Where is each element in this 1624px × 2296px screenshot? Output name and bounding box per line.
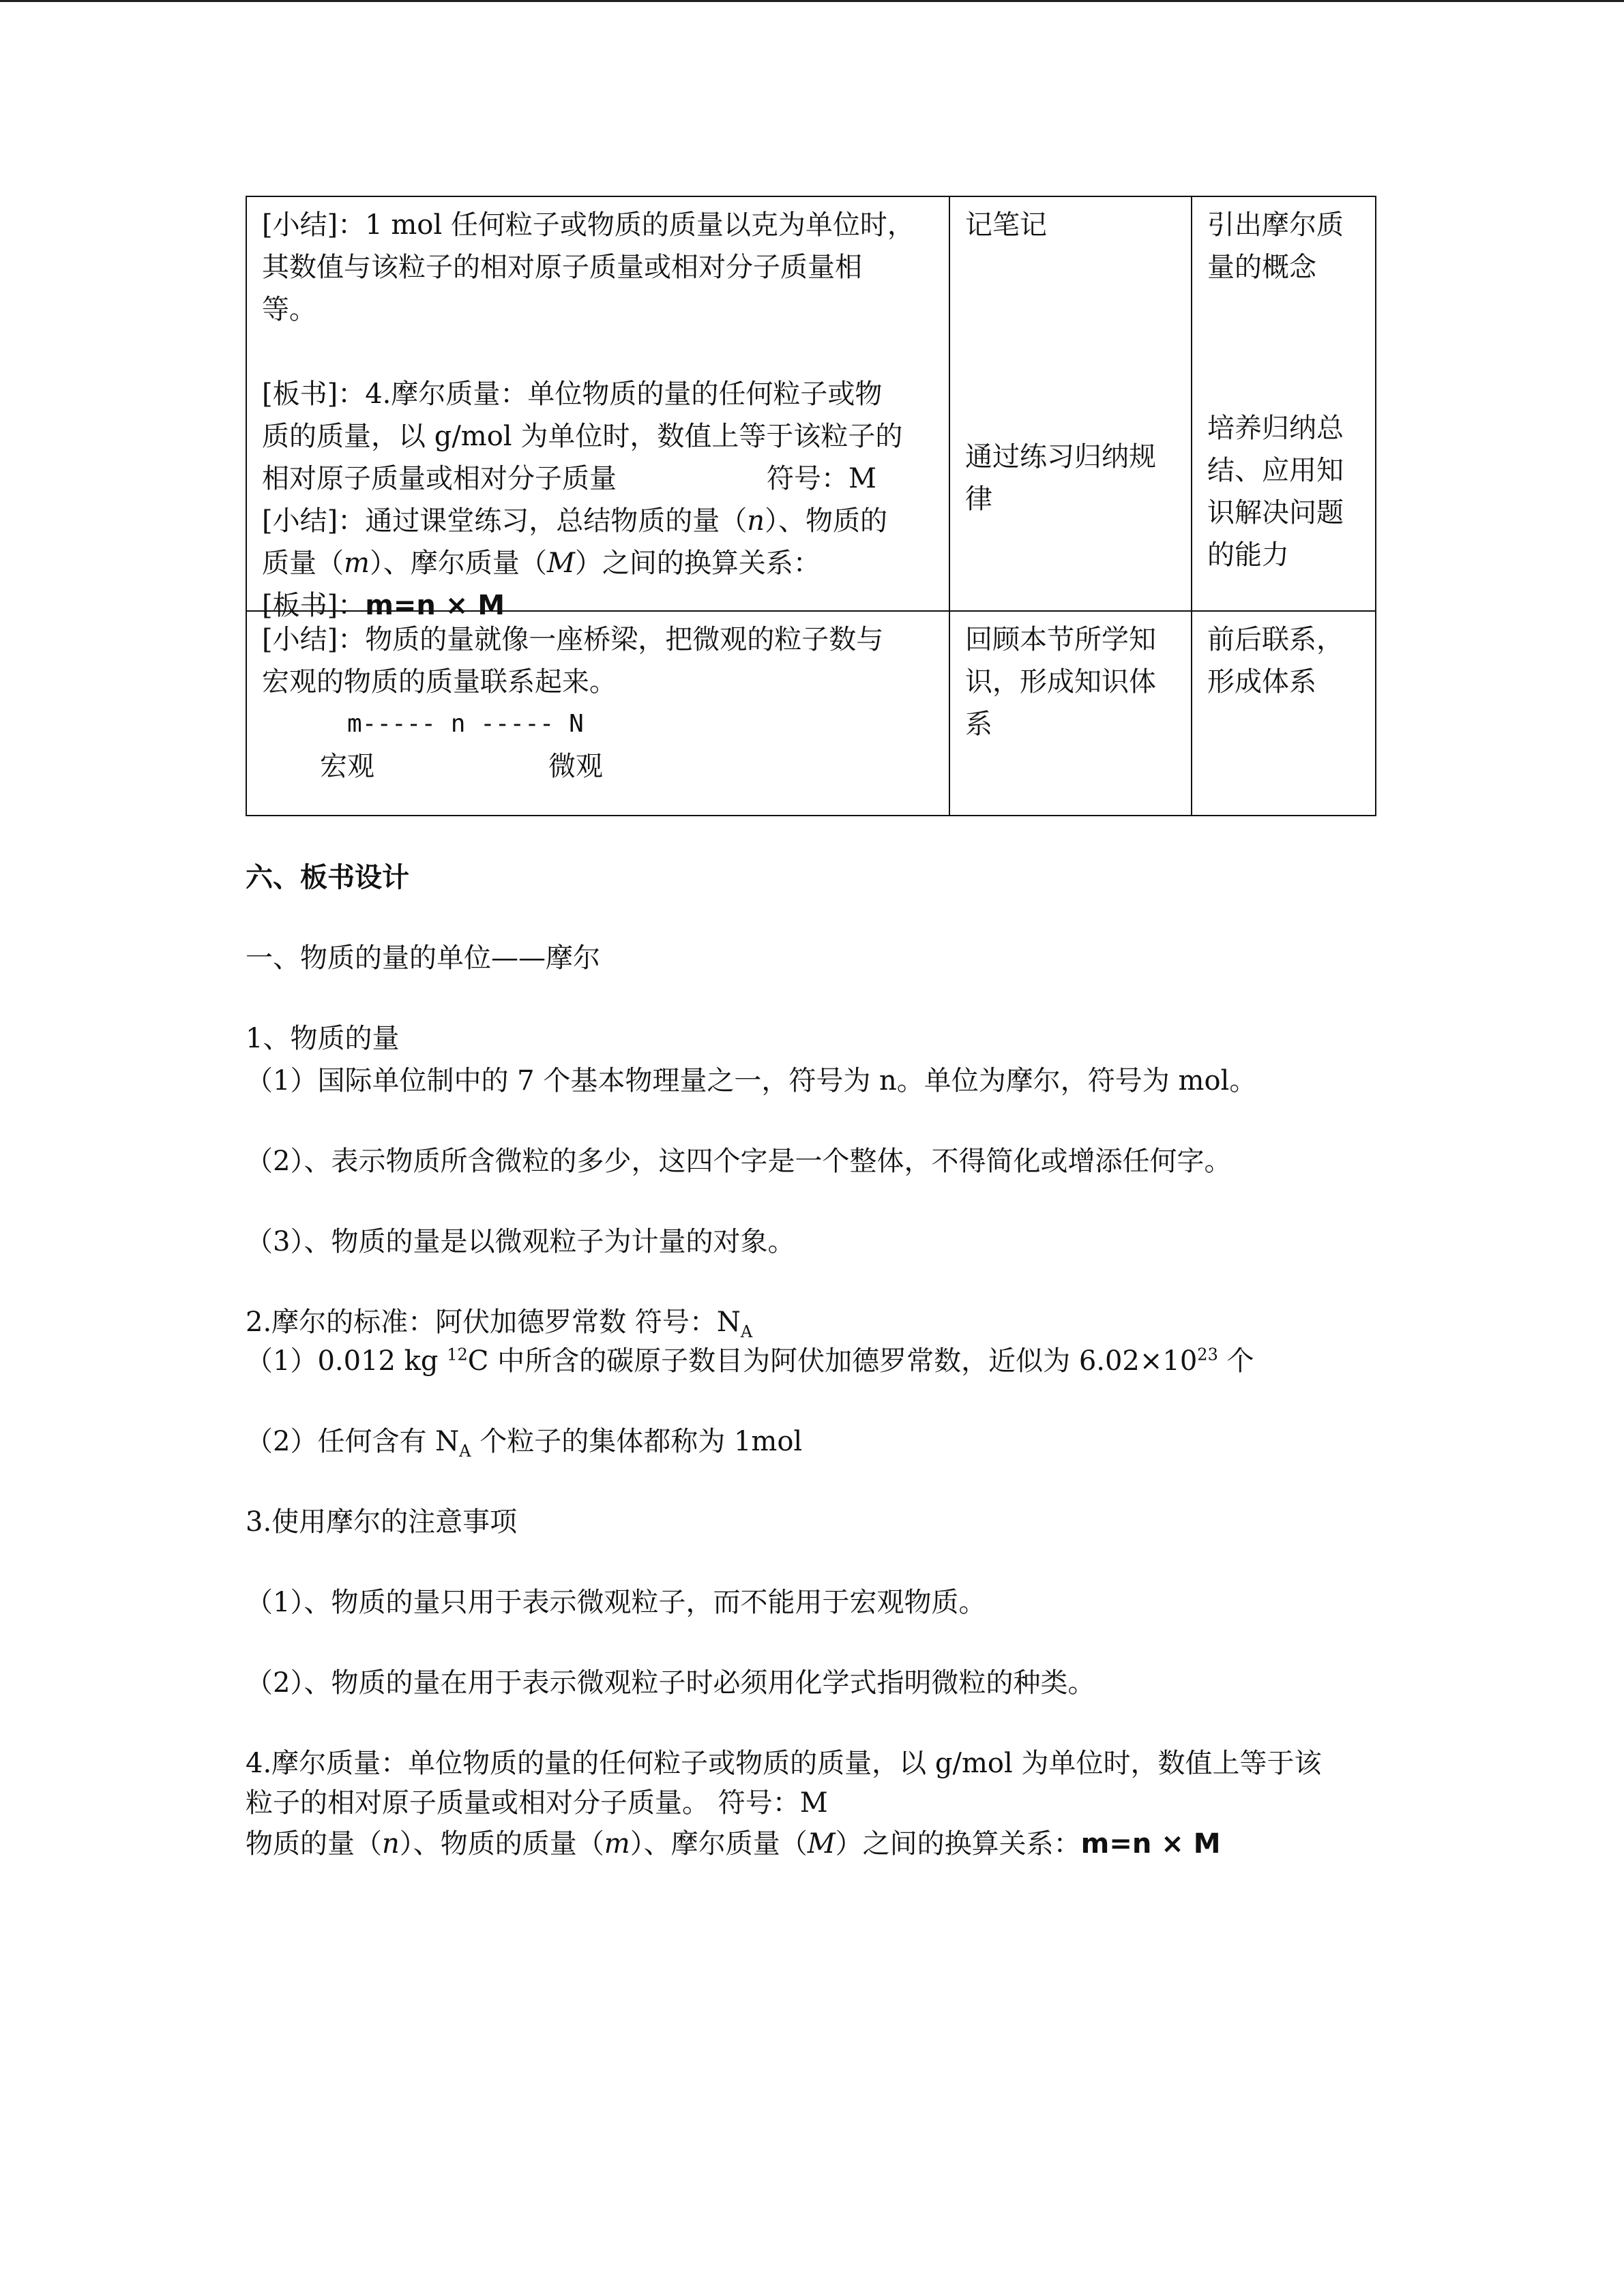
conversion-line [246, 1823, 1221, 1865]
summary-line: [小结]：物质的量就像一座桥梁，把微观的粒子数与 [262, 624, 884, 655]
summary-line [262, 500, 887, 542]
student-note: 记笔记 [965, 209, 1047, 241]
superscript: 12 [447, 1345, 468, 1365]
intent-text: 前后联系， [1207, 624, 1344, 655]
body-text: ）、物质的质量（ [399, 1828, 604, 1860]
part-title: 1、物质的量 [246, 1023, 400, 1054]
summary-text: [小结]：通过课堂练习，总结物质的量（ [262, 505, 748, 537]
table-row [246, 196, 1376, 611]
student-activity-cell [949, 611, 1192, 816]
symbol-M: M [807, 1828, 836, 1860]
list-text: （1）0.012 kg [246, 1345, 447, 1377]
summary-text: ）之间的换算关系： [574, 548, 821, 579]
body-text: ）之间的换算关系： [835, 1828, 1081, 1860]
list-item [246, 1420, 802, 1463]
part-title: 4.摩尔质量：单位物质的量的任何粒子或物质的质量，以 g/mol 为单位时，数值上等于该 [246, 1748, 1322, 1779]
part-title: 3.使用摩尔的注意事项 [246, 1506, 518, 1538]
subscript: A [459, 1442, 471, 1461]
student-note: 系 [965, 709, 992, 740]
intent-text: 的能力 [1207, 539, 1289, 571]
section-heading: 六、板书设计 [246, 861, 409, 893]
list-text: 个粒子的集体都称为 1mol [471, 1426, 803, 1457]
list-text: C 中所含的碳原子数目为阿伏加德罗常数，近似为 6.02×10 [467, 1345, 1198, 1377]
summary-text: ）、摩尔质量（ [369, 548, 547, 579]
student-note: 律 [965, 483, 992, 515]
list-item: （2）、物质的量在用于表示微观粒子时必须用化学式指明微粒的种类。 [246, 1667, 1095, 1699]
section-title: 一、物质的量的单位——摩尔 [246, 942, 600, 974]
board-line: [板书]：4.摩尔质量：单位物质的量的任何粒子或物 [262, 378, 883, 410]
subscript: A [740, 1322, 753, 1341]
table-row [246, 611, 1376, 816]
part-title [246, 1301, 752, 1343]
intent-text: 识解决问题 [1207, 497, 1344, 528]
intent-text: 结、应用知 [1207, 455, 1344, 486]
list-item: （2）、表示物质所含微粒的多少，这四个字是一个整体，不得简化或增添任何字。 [246, 1146, 1232, 1177]
formula: m=n × M [1080, 1828, 1221, 1860]
board-label: [板书]： [262, 590, 366, 621]
page-top-rule [0, 0, 1624, 2]
body-text: 物质的量（ [246, 1828, 382, 1860]
symbol-M: M [546, 548, 575, 579]
list-text: （2）任何含有 N [246, 1426, 460, 1457]
student-note: 回顾本节所学知 [965, 624, 1156, 655]
body-text: ）、摩尔质量（ [630, 1828, 808, 1860]
symbol-n: n [382, 1828, 400, 1860]
list-item: （3）、物质的量是以微观粒子为计量的对象。 [246, 1226, 795, 1257]
intent-text: 形成体系 [1207, 666, 1316, 698]
intent-text: 引出摩尔质 [1207, 209, 1344, 241]
student-note: 通过练习归纳规 [965, 441, 1156, 473]
micro-label: 微观 [548, 751, 603, 782]
intent-text: 量的概念 [1207, 252, 1316, 283]
summary-line: 等。 [262, 294, 316, 325]
list-item: （1）国际单位制中的 7 个基本物理量之一，符号为 n。单位为摩尔，符号为 mol。 [246, 1065, 1257, 1097]
symbol-m: m [344, 548, 370, 579]
student-activity-cell [949, 196, 1192, 611]
summary-line [262, 542, 821, 584]
board-symbol: 符号：M [767, 463, 876, 494]
symbol-m: m [604, 1828, 630, 1860]
summary-text: 质量（ [262, 548, 344, 579]
list-text: 个 [1217, 1345, 1254, 1377]
lesson-plan-table [246, 196, 1376, 816]
teacher-activity-cell [246, 196, 949, 621]
teacher-activity-cell [246, 611, 949, 816]
summary-line: 其数值与该粒子的相对原子质量或相对分子质量相 [262, 252, 862, 283]
board-line: 质的质量，以 g/mol 为单位时，数值上等于该粒子的 [262, 421, 903, 452]
bridge-diagram: m----- n ----- N [347, 710, 584, 738]
superscript: 23 [1197, 1345, 1218, 1365]
part-title-text: 2.摩尔的标准：阿伏加德罗常数 符号：N [246, 1307, 741, 1338]
design-intent-cell [1192, 611, 1376, 816]
body-text: 粒子的相对原子质量或相对分子质量。 符号：M [246, 1787, 828, 1819]
design-intent-cell [1192, 196, 1376, 611]
symbol-n: n [747, 505, 765, 537]
formula: m=n × M [365, 590, 505, 621]
summary-text: ）、物质的 [764, 505, 887, 537]
list-item: （1）、物质的量只用于表示微观粒子，而不能用于宏观物质。 [246, 1587, 986, 1618]
intent-text: 培养归纳总 [1207, 413, 1344, 444]
student-note: 识，形成知识体 [965, 666, 1156, 698]
macro-label: 宏观 [320, 751, 374, 782]
summary-line: [小结]：1 mol 任何粒子或物质的质量以克为单位时， [262, 209, 915, 241]
summary-line: 宏观的物质的质量联系起来。 [262, 666, 617, 698]
list-item [246, 1340, 1254, 1382]
board-line: 相对原子质量或相对分子质量 [262, 463, 617, 494]
